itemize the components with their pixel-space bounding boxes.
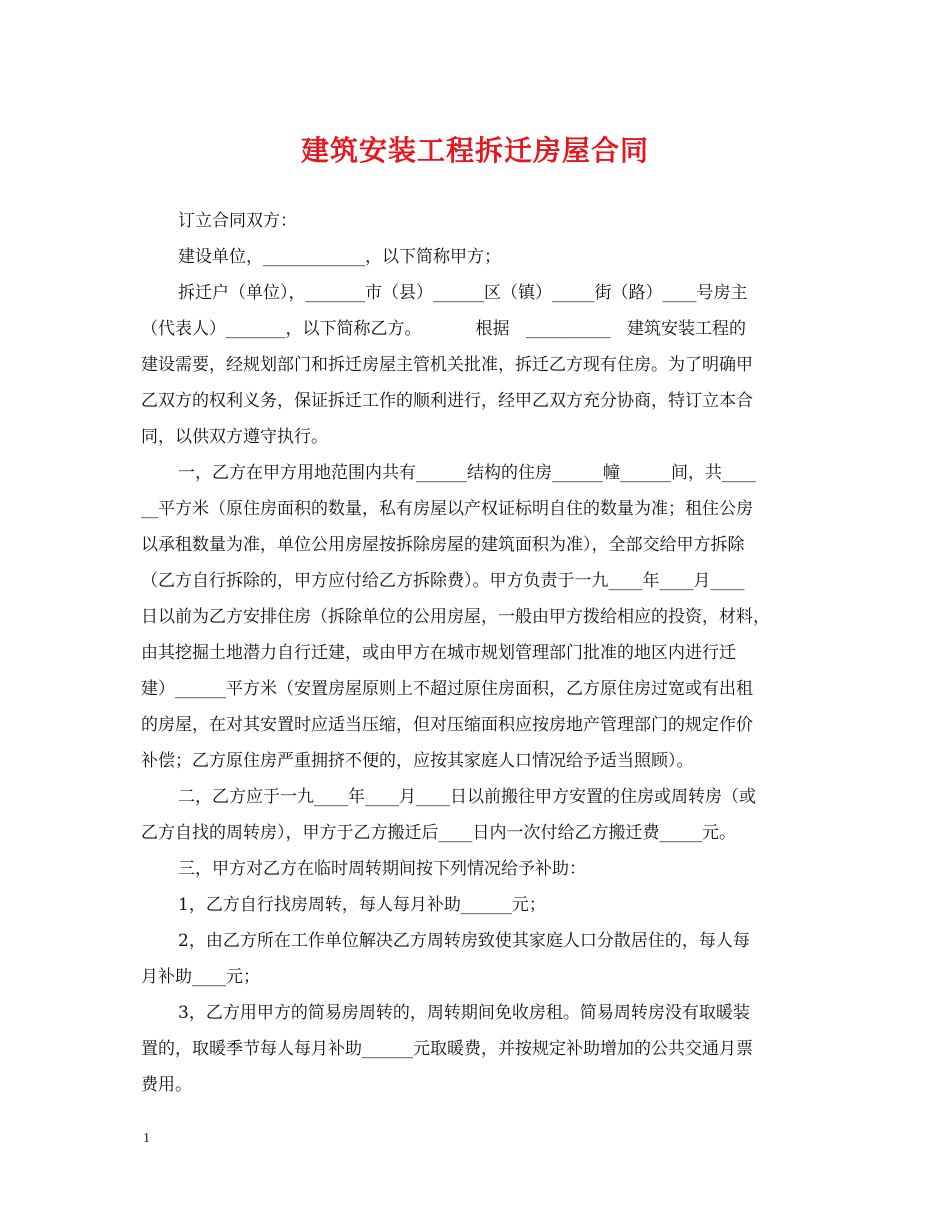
body-line: 日以前为乙方安排住房（拆除单位的公用房屋，一般由甲方拨给相应的投资，材料，	[141, 607, 770, 627]
body-line: 乙双方的权利义务，保证拆迁工作的顺利进行，经甲乙双方充分协商，特订立本合	[141, 391, 753, 411]
body-line: 建设单位，____________，以下简称甲方；	[178, 247, 501, 267]
body-line: 置的，取暖季节每人每月补助______元取暖费，并按规定补助增加的公共交通月票	[141, 1039, 753, 1059]
body-line: 一，乙方在甲方用地范围内共有______结构的住房______幢______间，共____	[178, 463, 756, 483]
document-title: 建筑安装工程拆迁房屋合同	[300, 134, 649, 167]
body-line: 订立合同双方：	[178, 211, 297, 231]
body-line: 1，乙方自行找房周转，每人每月补助______元；	[178, 895, 546, 915]
body-line: 的房屋，在对其安置时应适当压缩，但对压缩面积应按房地产管理部门的规定作价	[141, 715, 753, 735]
body-line: 乙方自找的周转房），甲方于乙方搬迁后____日内一次付给乙方搬迁费_____元。	[141, 823, 736, 843]
body-line: 2，由乙方所在工作单位解决乙方周转房致使其家庭人口分散居住的，每人每	[178, 931, 750, 951]
body-line: 以承租数量为准，单位公用房屋按拆除房屋的建筑面积为准），全部交给甲方拆除	[141, 535, 745, 555]
body-line: 3，乙方用甲方的简易房周转的，周转期间免收房租。简易周转房没有取暖装	[178, 1003, 750, 1023]
body-line: 费用。	[141, 1075, 192, 1095]
body-line: 由其挖掘土地潜力自行迁建，或由甲方在城市规划管理部门批准的地区内进行迁	[141, 643, 736, 663]
body-line: 拆迁户（单位），_______市（县）______区（镇）_____街（路）____号房主	[178, 283, 748, 303]
body-line: （乙方自行拆除的，甲方应付给乙方拆除费）。甲方负责于一九____年____月____	[141, 571, 745, 591]
body-line: 月补助____元；	[141, 967, 260, 987]
body-line: __平方米（原住房面积的数量，私有房屋以产权证标明自住的数量为准；租住公房	[141, 499, 753, 519]
body-line: 建）______平方米（安置房屋原则上不超过原住房面积，乙方原住房过宽或有出租	[141, 679, 753, 699]
body-line: （代表人）_______，以下简称乙方。 根据 __________ 建筑安装工程的	[141, 319, 746, 339]
body-line: 同，以供双方遵守执行。	[141, 427, 328, 447]
body-line: 补偿；乙方原住房严重拥挤不便的，应按其家庭人口情况给予适当照顾）。	[141, 751, 694, 771]
body-line: 建设需要，经规划部门和拆迁房屋主管机关批准，拆迁乙方现有住房。为了明确甲	[141, 355, 753, 375]
body-line: 二，乙方应于一九____年____月____日以前搬往甲方安置的住房或周转房（或	[178, 787, 756, 807]
body-line: 三，甲方对乙方在临时周转期间按下列情况给予补助：	[178, 859, 586, 879]
page-number: 1	[143, 1131, 150, 1146]
